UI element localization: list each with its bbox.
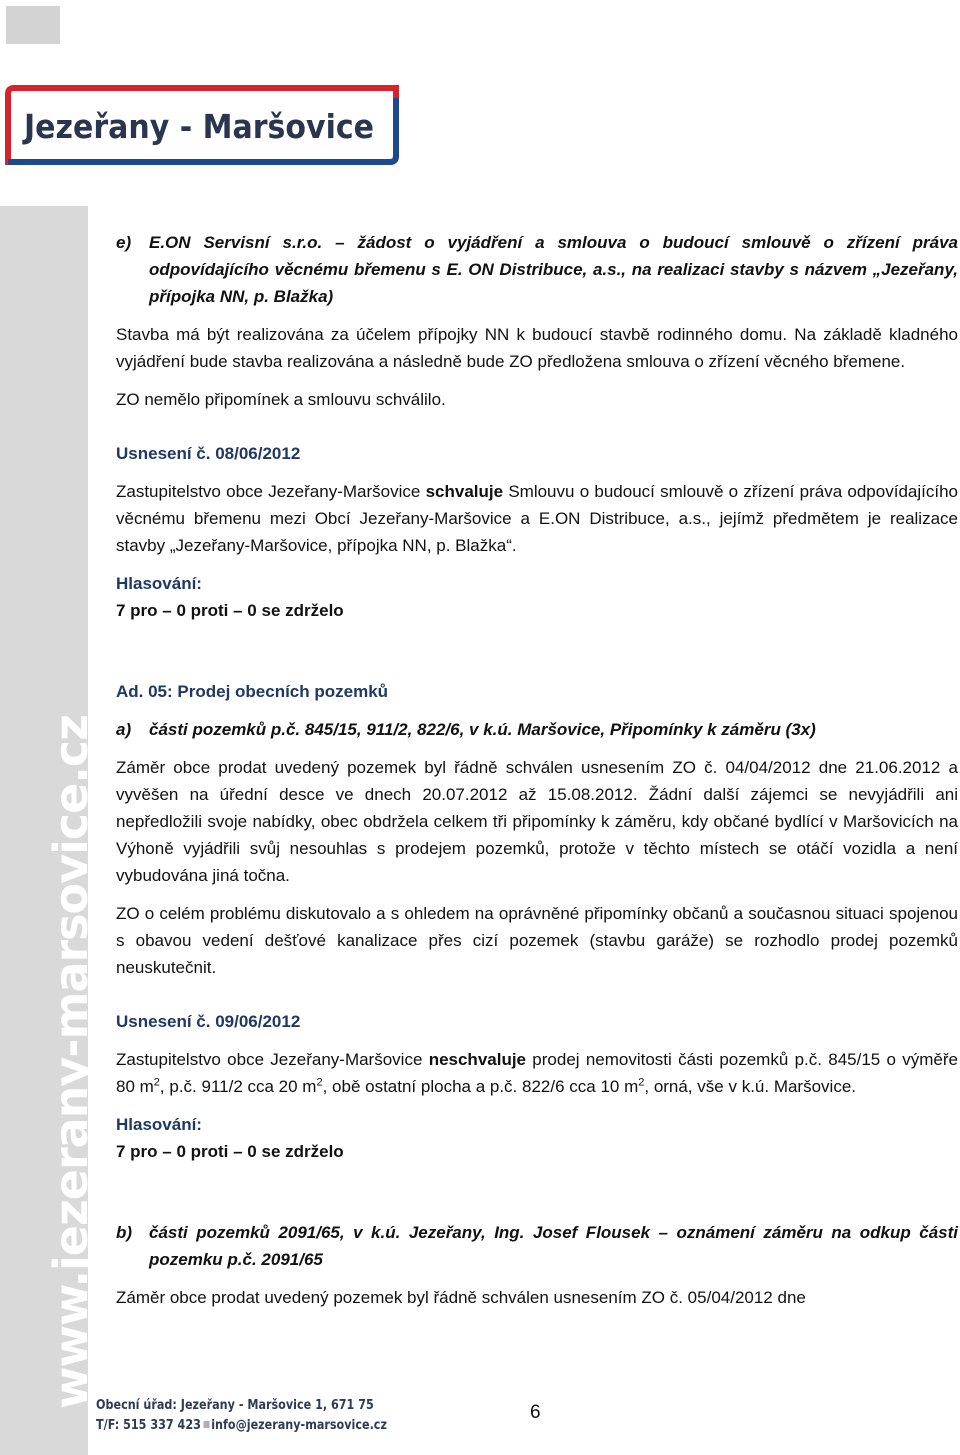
resolution-08-text [116, 478, 958, 559]
logo [4, 84, 400, 166]
sidebar-watermark: www.jezerany-marsovice.cz [44, 715, 98, 1409]
resolution-09-part3: , obě ostatní plocha a p.č. 822/6 cca 10 m [322, 1077, 639, 1096]
resolution-09-part2: , p.č. 911/2 cca 20 m [159, 1077, 317, 1096]
section-e-para2: ZO nemělo připomínek a smlouvu schválilo. [116, 390, 446, 409]
square-bullet-icon [203, 1421, 209, 1428]
footer-email: info@jezerany-marsovice.cz [211, 1418, 387, 1433]
resolution-09-verb: neschvaluje [428, 1050, 527, 1069]
ad05-sub-a [116, 716, 958, 743]
resolution-09-part1: prodej nemovitosti části pozemků p.č. 845/15 o výměře 80 m [116, 1050, 958, 1096]
resolution-09-part4: , orná, vše v k.ú. Maršovice. [644, 1077, 857, 1096]
resolution-09-title: Usnesení č. 09/06/2012 [116, 1012, 301, 1031]
section-e-label: e) [116, 233, 132, 252]
ad05-sub-b-label: b) [116, 1223, 133, 1242]
footer-address: Obecní úřad: Jezeřany - Maršovice 1, 671 75 [96, 1398, 374, 1413]
resolution-08-verb: schvaluje [425, 482, 504, 501]
sup-2c: 2 [638, 1076, 645, 1089]
vote-result-1: 7 pro – 0 proti – 0 se zdrželo [116, 601, 344, 620]
resolution-09-text [116, 1046, 958, 1100]
ad05-sub-b-title: části pozemků 2091/65, v k.ú. Jezeřany, Ing. Josef Flousek – oznámení záměru na odkup části pozemku p.č. 2091/65 [149, 1223, 958, 1269]
footer-phone: T/F: 515 337 423 [96, 1418, 201, 1433]
ad05-para3: Záměr obce prodat uvedený pozemek byl řádně schválen usnesením ZO č. 05/04/2012 dne [116, 1288, 806, 1307]
sup-2b: 2 [316, 1076, 323, 1089]
vote-result-2: 7 pro – 0 proti – 0 se zdrželo [116, 1142, 344, 1161]
ad05-sub-b [116, 1219, 958, 1273]
section-e-heading [116, 229, 958, 310]
ad05-sub-a-label: a) [116, 720, 132, 739]
ad05-para2: ZO o celém problému diskutovalo a s ohledem na oprávněné připomínky občanů a současnou situaci spojenou s obavou vedení dešťové kanalizace přes cizí pozemek (stavbu garáže) se rozhodlo prodej pozemků neuskutečnit. [116, 904, 958, 977]
page-number: 6 [530, 1402, 541, 1423]
footer-contact [96, 1416, 387, 1436]
footer [96, 1396, 387, 1436]
logo-text: Jezeřany - Maršovice [22, 107, 375, 146]
document-body [116, 226, 958, 1311]
ad05-para1: Záměr obce prodat uvedený pozemek byl řádně schválen usnesením ZO č. 04/04/2012 dne 21.06.2012 a vyvěšen na úřední desce ve dnech 20.07.2012 až 15.08.2012. Žádní další zájemci se nevyjádřili ani nepředložili svoje nabídky, obec obdržela celkem tři připomínky k záměru, kdy občané bydlící v Maršovicích na Výhoně vyjádřili svůj nesouhlas s prodejem pozemků, protože v těchto místech se otáčí vozidla a není vybudována jiná točna. [116, 758, 958, 885]
section-e-title: E.ON Servisní s.r.o. – žádost o vyjádření a smlouva o budoucí smlouvě o zřízení práva odpovídajícího věcnému břemenu s E. ON Distribuce, a.s., na realizaci stavby s názvem „Jezeřany, přípojka NN, p. Blažka) [149, 233, 958, 306]
vote-label-1: Hlasování: [116, 574, 202, 593]
section-e-para1: Stavba má být realizována za účelem přípojky NN k budoucí stavbě rodinného domu. Na základě kladného vyjádření bude stavba realizována a následně bude ZO předložena smlouva o zřízení věcného břemene. [116, 325, 958, 371]
corner-gray-block [6, 6, 60, 44]
resolution-08-post: Smlouvu o budoucí smlouvě o zřízení práva odpovídajícího věcnému břemenu mezi Obcí Jezeřany-Maršovice a E.ON Distribuce, a.s., jejímž předmětem je realizace stavby „Jezeřany-Maršovice, přípojka NN, p. Blažka“. [116, 482, 958, 555]
resolution-08-title: Usnesení č. 08/06/2012 [116, 444, 301, 463]
sup-2a: 2 [153, 1076, 160, 1089]
ad05-heading: Ad. 05: Prodej obecních pozemků [116, 682, 389, 701]
vote-label-2: Hlasování: [116, 1115, 202, 1134]
resolution-09-pre: Zastupitelstvo obce Jezeřany-Maršovice [116, 1050, 429, 1069]
ad05-sub-a-title: části pozemků p.č. 845/15, 911/2, 822/6, v k.ú. Maršovice, Připomínky k záměru (3x) [149, 720, 816, 739]
resolution-08-pre: Zastupitelstvo obce Jezeřany-Maršovice [116, 482, 426, 501]
